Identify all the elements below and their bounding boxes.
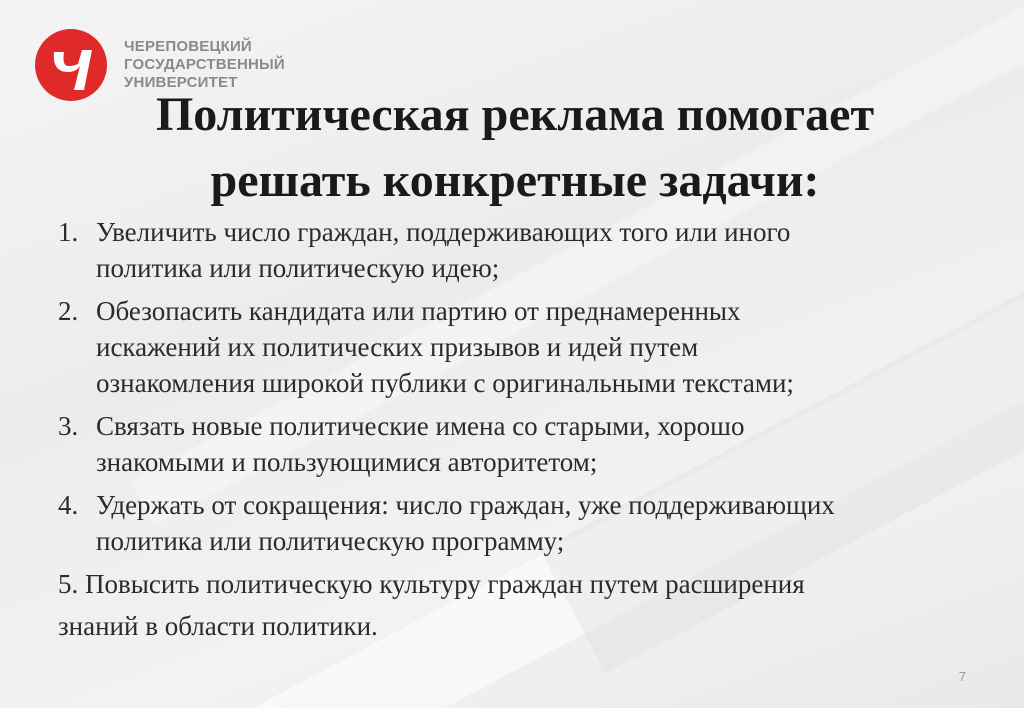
list-item	[58, 214, 978, 286]
list-item	[58, 487, 978, 559]
list-item-number: 4.	[58, 490, 79, 520]
list-item-text: знаний в области политики.	[58, 611, 378, 641]
list-item	[58, 293, 978, 401]
task-list	[58, 214, 978, 651]
page-number: 7	[958, 669, 966, 684]
list-item-text: Обезопасить кандидата или партию от преднамеренных	[96, 296, 741, 326]
list-item-text: ознакомления широкой публики с оригинальными текстами;	[96, 368, 794, 398]
list-item-number: 5.	[58, 569, 79, 599]
university-name-line: ЧЕРЕПОВЕЦКИЙ	[124, 38, 252, 55]
slide-title-line: решать конкретные задачи:	[210, 154, 820, 207]
list-item-number: 2.	[58, 296, 79, 326]
list-item-text: искажений их политических призывов и идей путем	[96, 332, 699, 362]
list-item-text: Связать новые политические имена со старыми, хорошо	[96, 411, 745, 441]
list-item-text: знакомыми и пользующимися авторитетом;	[96, 447, 598, 477]
list-item-number: 3.	[58, 411, 79, 441]
slide-title-line: Политическая реклама помогает	[155, 88, 875, 141]
list-item-text: политика или политическую идею;	[96, 253, 500, 283]
list-item-text: Удержать от сокращения: число граждан, уже поддерживающих	[96, 490, 835, 520]
list-item	[58, 566, 978, 644]
university-name-line: УНИВЕРСИТЕТ	[124, 74, 238, 91]
university-name-line: ГОСУДАРСТВЕННЫЙ	[124, 56, 285, 73]
list-item-text: политика или политическую программу;	[96, 526, 565, 556]
university-logo-icon	[34, 28, 108, 102]
list-item-text: Увеличить число граждан, поддерживающих того или иного	[96, 217, 791, 247]
list-item	[58, 408, 978, 480]
list-item-text	[58, 566, 978, 602]
list-item-text: Повысить политическую культуру граждан путем расширения	[85, 569, 805, 599]
list-item-number: 1.	[58, 217, 79, 247]
slide-title	[100, 82, 930, 214]
